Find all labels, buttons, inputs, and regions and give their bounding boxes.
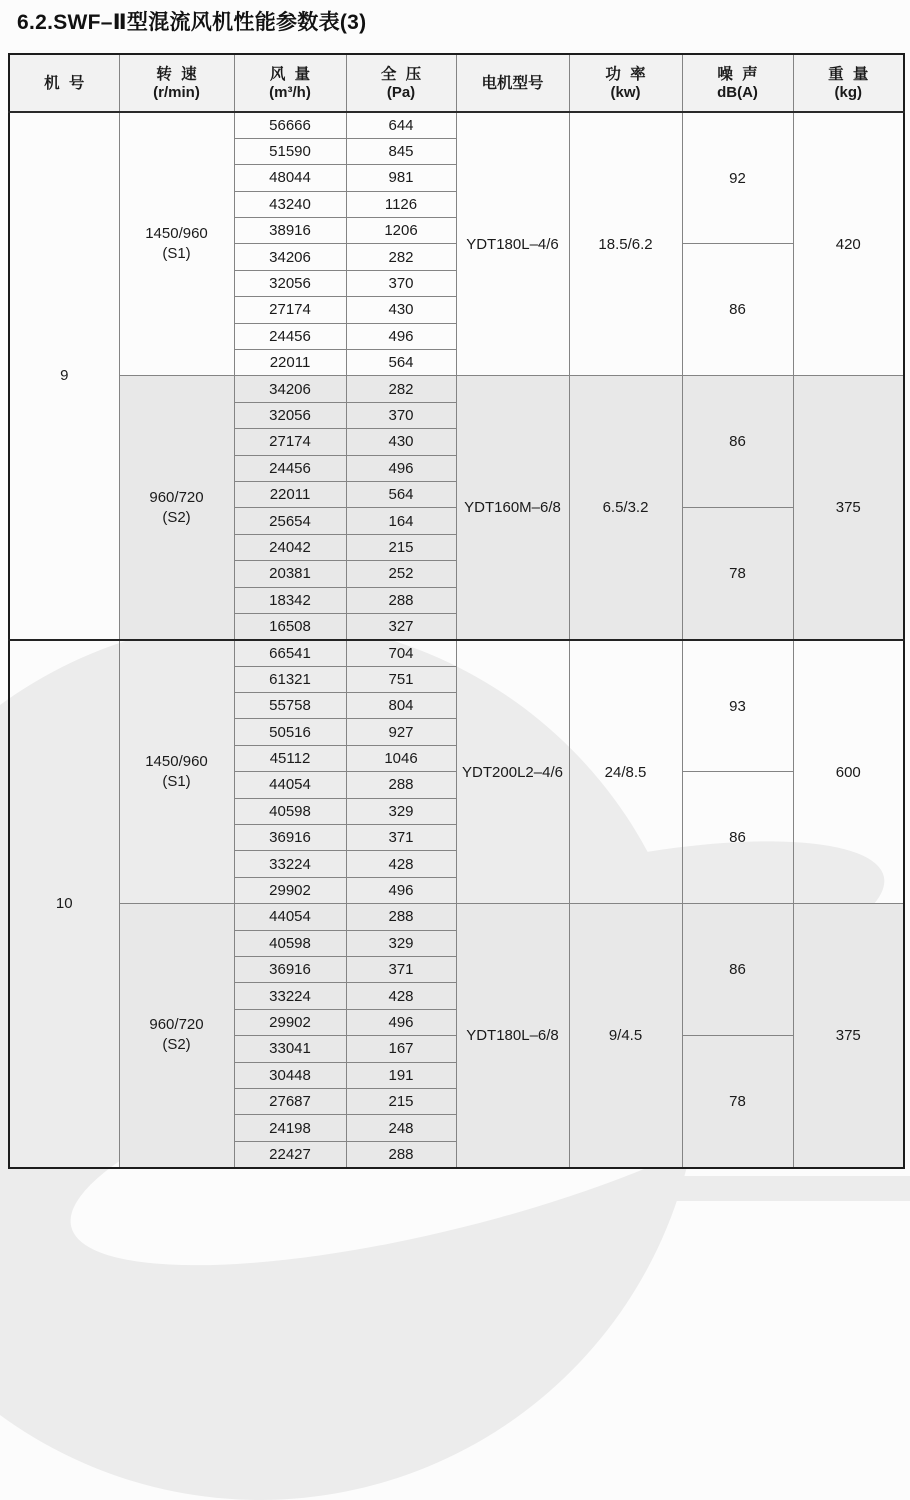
airflow-cell: 33224 — [234, 851, 346, 877]
column-header-airflow — [234, 54, 346, 112]
airflow-cell: 22011 — [234, 481, 346, 507]
airflow-cell: 22427 — [234, 1141, 346, 1167]
airflow-cell: 56666 — [234, 112, 346, 138]
pressure-cell: 164 — [346, 508, 456, 534]
speed-cell — [119, 112, 234, 376]
airflow-cell: 24456 — [234, 455, 346, 481]
power-cell: 9/4.5 — [569, 904, 682, 1168]
table-row — [9, 640, 904, 666]
speed-duty-note: (S1) — [162, 773, 191, 791]
pressure-cell: 288 — [346, 1141, 456, 1167]
airflow-cell: 40598 — [234, 798, 346, 824]
airflow-cell: 36916 — [234, 957, 346, 983]
speed-cell — [119, 376, 234, 640]
power-cell: 18.5/6.2 — [569, 112, 682, 376]
weight-cell: 600 — [793, 640, 904, 904]
airflow-cell: 55758 — [234, 693, 346, 719]
airflow-cell: 29902 — [234, 1009, 346, 1035]
noise-cell: 78 — [682, 508, 793, 640]
motor-model-cell: YDT160M–6/8 — [456, 376, 569, 640]
airflow-cell: 27174 — [234, 429, 346, 455]
airflow-cell: 45112 — [234, 745, 346, 771]
pressure-cell: 370 — [346, 402, 456, 428]
airflow-cell: 24198 — [234, 1115, 346, 1141]
weight-cell: 420 — [793, 112, 904, 376]
pressure-cell: 564 — [346, 350, 456, 376]
pressure-cell: 428 — [346, 983, 456, 1009]
pressure-cell: 282 — [346, 376, 456, 402]
column-header-pressure — [346, 54, 456, 112]
speed-value: 1450/960 — [145, 225, 208, 243]
pressure-cell: 329 — [346, 930, 456, 956]
pressure-cell: 496 — [346, 877, 456, 903]
pressure-cell: 430 — [346, 297, 456, 323]
pressure-cell: 215 — [346, 534, 456, 560]
airflow-cell: 32056 — [234, 402, 346, 428]
column-header-weight — [793, 54, 904, 112]
power-cell: 24/8.5 — [569, 640, 682, 904]
pressure-cell: 981 — [346, 165, 456, 191]
column-header-noise-label: 噪 声 — [717, 65, 758, 83]
pressure-cell: 428 — [346, 851, 456, 877]
column-header-weight-label: 重 量 — [828, 65, 869, 83]
airflow-cell: 38916 — [234, 218, 346, 244]
pressure-cell: 167 — [346, 1036, 456, 1062]
noise-cell: 86 — [682, 904, 793, 1036]
table-row — [9, 376, 904, 402]
speed-duty-note: (S2) — [162, 1036, 191, 1054]
speed-value: 960/720 — [149, 1016, 204, 1034]
airflow-cell: 34206 — [234, 244, 346, 270]
pressure-cell: 496 — [346, 1009, 456, 1035]
pressure-cell: 191 — [346, 1062, 456, 1088]
airflow-cell: 16508 — [234, 613, 346, 639]
airflow-cell: 66541 — [234, 640, 346, 666]
airflow-cell: 30448 — [234, 1062, 346, 1088]
airflow-cell: 34206 — [234, 376, 346, 402]
motor-model-cell: YDT180L–6/8 — [456, 904, 569, 1168]
pressure-cell: 704 — [346, 640, 456, 666]
pressure-cell: 215 — [346, 1088, 456, 1114]
column-header-noise — [682, 54, 793, 112]
column-header-speed-label: 转 速 — [156, 65, 197, 83]
column-header-machine-no — [9, 54, 119, 112]
speed-value: 1450/960 — [145, 753, 208, 771]
machine-id-cell: 10 — [9, 640, 119, 1168]
column-header-weight-unit: (kg) — [834, 83, 862, 101]
pressure-cell: 370 — [346, 270, 456, 296]
pressure-cell: 1046 — [346, 745, 456, 771]
pressure-cell: 804 — [346, 693, 456, 719]
pressure-cell: 1126 — [346, 191, 456, 217]
pressure-cell: 644 — [346, 112, 456, 138]
airflow-cell: 61321 — [234, 666, 346, 692]
noise-cell: 92 — [682, 112, 793, 244]
column-header-pressure-unit: (Pa) — [386, 83, 416, 101]
airflow-cell: 33041 — [234, 1036, 346, 1062]
airflow-cell: 40598 — [234, 930, 346, 956]
airflow-cell: 44054 — [234, 904, 346, 930]
power-cell: 6.5/3.2 — [569, 376, 682, 640]
weight-cell: 375 — [793, 904, 904, 1168]
weight-cell: 375 — [793, 376, 904, 640]
pressure-cell: 927 — [346, 719, 456, 745]
airflow-cell: 48044 — [234, 165, 346, 191]
pressure-cell: 496 — [346, 455, 456, 481]
column-header-power-unit: (kw) — [610, 83, 641, 101]
pressure-cell: 1206 — [346, 218, 456, 244]
column-header-power-label: 功 率 — [605, 65, 646, 83]
airflow-cell: 51590 — [234, 138, 346, 164]
column-header-motor-model — [456, 54, 569, 112]
column-header-pressure-label: 全 压 — [380, 65, 422, 83]
column-header-noise-unit: dB(A) — [717, 83, 758, 101]
airflow-cell: 27174 — [234, 297, 346, 323]
noise-cell: 86 — [682, 772, 793, 904]
pressure-cell: 496 — [346, 323, 456, 349]
airflow-cell: 33224 — [234, 983, 346, 1009]
page-title: 6.2.SWF–Ⅱ型混流风机性能参数表(3) — [17, 11, 367, 34]
motor-model-cell: YDT200L2–4/6 — [456, 640, 569, 904]
table-row — [9, 112, 904, 138]
pressure-cell: 248 — [346, 1115, 456, 1141]
speed-duty-note: (S1) — [162, 245, 191, 263]
airflow-cell: 24456 — [234, 323, 346, 349]
pressure-cell: 288 — [346, 587, 456, 613]
pressure-cell: 564 — [346, 481, 456, 507]
speed-cell — [119, 640, 234, 904]
airflow-cell: 36916 — [234, 825, 346, 851]
column-header-machine-no-label: 机 号 — [44, 74, 85, 92]
airflow-cell: 22011 — [234, 350, 346, 376]
airflow-cell: 50516 — [234, 719, 346, 745]
airflow-cell: 43240 — [234, 191, 346, 217]
pressure-cell: 430 — [346, 429, 456, 455]
pressure-cell: 845 — [346, 138, 456, 164]
column-header-airflow-label: 风 量 — [269, 65, 311, 83]
pressure-cell: 371 — [346, 825, 456, 851]
speed-cell — [119, 904, 234, 1168]
pressure-cell: 288 — [346, 772, 456, 798]
airflow-cell: 29902 — [234, 877, 346, 903]
noise-cell: 86 — [682, 244, 793, 376]
airflow-cell: 24042 — [234, 534, 346, 560]
column-header-speed-unit: (r/min) — [153, 83, 200, 101]
pressure-cell: 327 — [346, 613, 456, 639]
header-row — [9, 54, 904, 112]
motor-model-cell: YDT180L–4/6 — [456, 112, 569, 376]
pressure-cell: 252 — [346, 561, 456, 587]
pressure-cell: 288 — [346, 904, 456, 930]
noise-cell: 78 — [682, 1036, 793, 1168]
pressure-cell: 329 — [346, 798, 456, 824]
column-header-motor-model-label: 电机型号 — [481, 74, 544, 92]
airflow-cell: 20381 — [234, 561, 346, 587]
pressure-cell: 751 — [346, 666, 456, 692]
column-header-airflow-unit: (m³/h) — [269, 83, 311, 101]
noise-cell: 93 — [682, 640, 793, 772]
airflow-cell: 18342 — [234, 587, 346, 613]
airflow-cell: 27687 — [234, 1088, 346, 1114]
speed-duty-note: (S2) — [162, 508, 191, 526]
column-header-speed — [119, 54, 234, 112]
table-row — [9, 904, 904, 930]
column-header-power — [569, 54, 682, 112]
noise-cell: 86 — [682, 376, 793, 508]
airflow-cell: 32056 — [234, 270, 346, 296]
airflow-cell: 44054 — [234, 772, 346, 798]
airflow-cell: 25654 — [234, 508, 346, 534]
pressure-cell: 282 — [346, 244, 456, 270]
pressure-cell: 371 — [346, 957, 456, 983]
machine-id-cell: 9 — [9, 112, 119, 640]
speed-value: 960/720 — [149, 488, 204, 506]
fan-performance-table — [8, 53, 905, 1169]
